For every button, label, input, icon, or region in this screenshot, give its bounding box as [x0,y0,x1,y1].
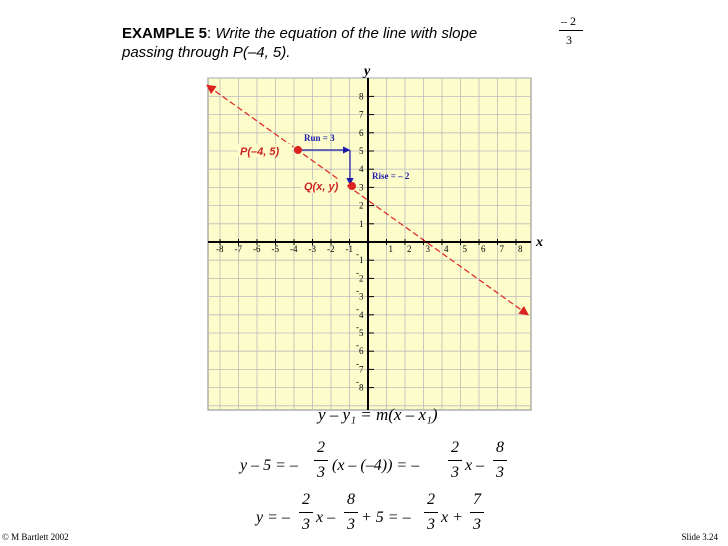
x-tick-label: -2 [327,244,335,254]
x-axis-label: x [536,235,543,250]
run-label: Run = 3 [304,133,335,143]
eq3-frac4-num: 7 [473,491,481,508]
example-label: EXAMPLE 5 [122,25,208,42]
equation-line2-lhs: y – 5 = – [240,457,298,474]
x-tick-label: 5 [462,244,467,254]
rise-label: Rise = – 2 [372,171,410,181]
slope-denominator: 3 [566,33,572,47]
eq2-frac2-num: 2 [451,439,459,456]
y-tick-minus: - [356,303,359,314]
slope-numerator: – 2 [561,14,576,28]
equation-line3-mid2: + 5 = – [361,509,411,526]
y-tick-label: 7 [359,109,364,120]
eq3-frac1-bar [299,512,313,513]
x-tick-label: 4 [444,244,449,254]
equation-point-slope: y – y₁ = m(x – x₁) [318,405,438,424]
y-tick-label: 3 [359,182,364,193]
y-tick-minus: - [356,267,359,278]
equation-line3-lhs: y = – [256,509,290,526]
x-tick-label: 7 [499,244,504,254]
point-q-label: Q(x, y) [304,181,339,193]
x-tick-label: -5 [271,244,279,254]
x-tick-label: -6 [253,244,261,254]
y-tick-label: 5 [359,146,364,156]
y-tick-label: 2 [359,200,364,211]
y-tick-label: 8 [359,91,364,102]
eq2-frac2-den: 3 [451,464,459,481]
y-tick-label: 3 [359,291,364,302]
eq3-frac3-den: 3 [427,516,435,533]
eq2-frac3-num: 8 [496,439,504,456]
eq3-frac3-bar [424,512,438,513]
slide-number: Slide 3.24 [681,532,718,542]
y-axis-label: y [364,64,371,79]
x-tick-label: -1 [345,244,353,254]
eq2-frac3-bar [493,460,507,461]
eq2-frac1-den: 3 [317,464,325,481]
x-tick-label: 6 [481,244,486,254]
eq3-frac1-den: 3 [302,516,310,533]
y-tick-label: 1 [359,255,364,266]
eq3-frac2-num: 8 [347,491,355,508]
y-tick-label: 2 [359,273,364,284]
eq3-frac4-den: 3 [473,516,481,533]
x-tick-label: 1 [388,244,393,254]
x-tick-label: 8 [518,244,523,254]
point-p-label: P(–4, 5) [240,146,280,158]
x-tick-label: -3 [308,244,316,254]
y-tick-label: 4 [359,164,364,175]
x-tick-label: 2 [407,244,412,254]
copyright-footer: © M Bartlett 2002 [2,532,69,542]
y-tick-label: 6 [359,127,364,138]
title-text-line2: passing through P(–4, 5). [122,44,291,61]
x-tick-label: -4 [290,244,298,254]
x-tick-label: -7 [234,244,242,254]
y-tick-label: 8 [359,382,364,393]
eq2-frac2-bar [448,460,462,461]
y-tick-label: 4 [359,309,364,320]
y-tick-label: 1 [359,218,364,229]
eq3-frac2-bar [344,512,358,513]
y-tick-minus: - [356,376,359,387]
y-tick-label: 7 [359,364,364,375]
eq2-frac1-num: 2 [317,439,325,456]
eq3-frac2-den: 3 [347,516,355,533]
y-tick-label: 5 [359,328,364,338]
x-tick-label: 3 [425,244,430,254]
eq3-frac1-num: 2 [302,491,310,508]
example-title: EXAMPLE 5: Write the equation of the line with slope passing through P(–4, 5). [122,25,478,61]
title-text-line1: Write the equation of the line with slope [215,25,478,42]
equation-line2-end: x – [465,457,485,474]
x-tick-label: -8 [216,244,224,254]
point-q [348,182,356,190]
point-p [294,146,302,154]
y-tick-minus: - [356,249,359,260]
y-tick-minus: - [356,285,359,296]
equation-line3-end: x + [441,509,463,526]
y-tick-label: 6 [359,346,364,357]
y-tick-minus: - [356,322,359,332]
eq3-frac4-bar [470,512,484,513]
y-tick-minus: - [356,340,359,351]
eq3-frac3-num: 2 [427,491,435,508]
eq2-frac3-den: 3 [496,464,504,481]
eq2-frac1-bar [314,460,328,461]
equation-line2-mid: (x – (–4)) = – [332,457,420,474]
equation-line3-mid: x – [316,509,336,526]
y-tick-minus: - [356,358,359,369]
